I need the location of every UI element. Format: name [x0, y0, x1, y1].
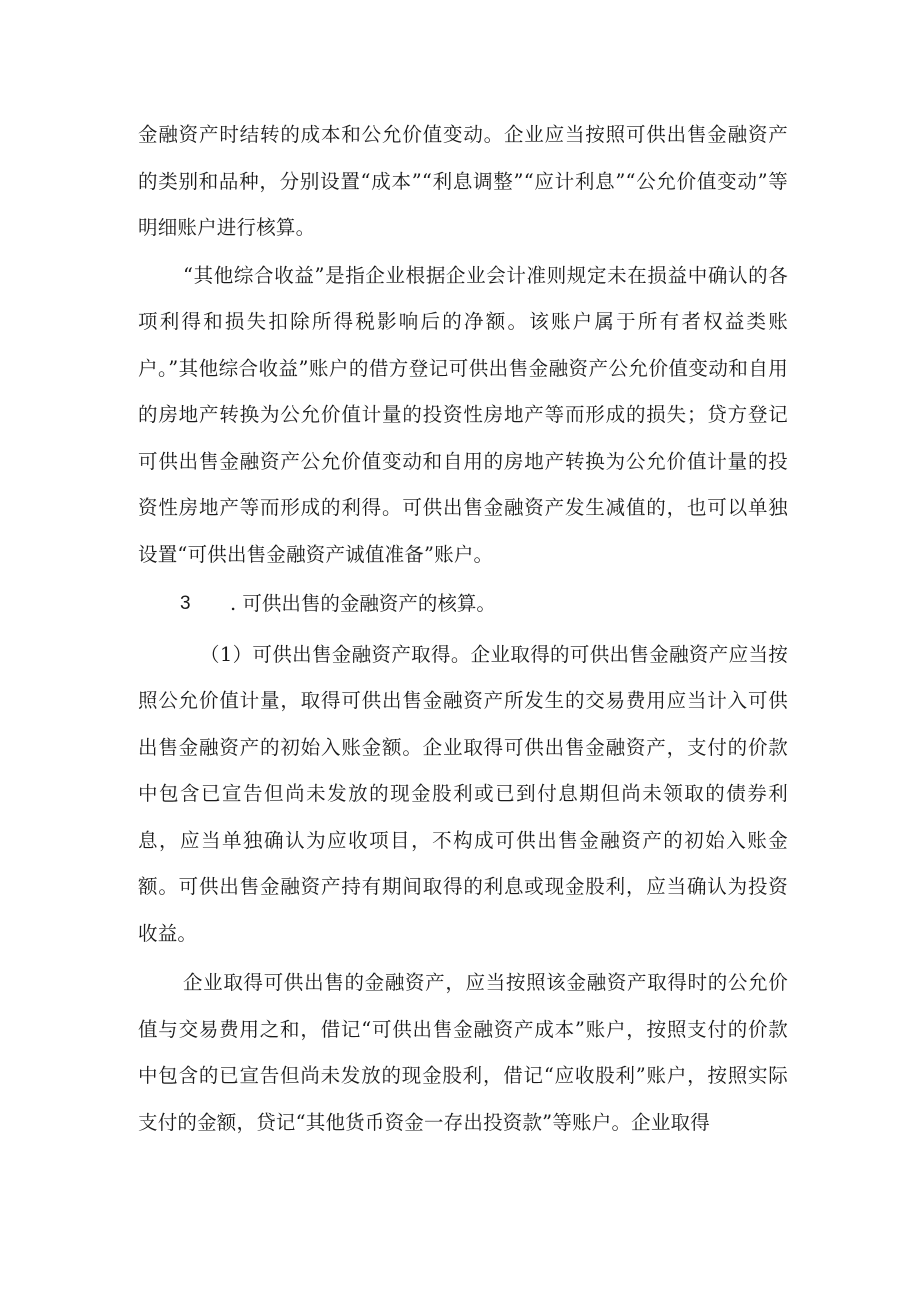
paragraph-other-comprehensive-income: “其他综合收益”是指企业根据企业会计准则规定未在损益中确认的各项利得和损失扣除所得税影响后的净额。该账户属于所有者权益类账户。”其他综合收益”账户的借方登记可供出售金融资产公允价值变动和自用的房地产转换为公允价值计量的投资性房地产等而形成的损失；贷方登记可供出售金融资产公允价值变动和自用的房地产转换为公允价值计量的投资性房地产等而形成的利得。可供出售金融资产发生减值的，也可以单独设置“可供出售金融资产诚值准备”账户。: [138, 263, 788, 566]
section-title: . 可供出售的金融资产的核算。: [230, 592, 496, 615]
paragraph-continued: 金融资产时结转的成本和公允价值变动。企业应当按照可供出售金融资产的类别和品种，分别设置“成本”“利息调整”“应计利息”“公允价值变动”等明细账户进行核算。: [138, 123, 788, 239]
section-heading: [138, 581, 788, 628]
document-body: [138, 112, 788, 1146]
section-number: 3: [180, 593, 191, 614]
paragraph-acquisition: （1）可供出售金融资产取得。企业取得的可供出售金融资产应当按照公允价值计量，取得可供出售金融资产所发生的交易费用应当计入可供出售金融资产的初始入账金额。企业取得可供出售金融资产，支付的价款中包含已宣告但尚未发放的现金股利或已到付息期但尚未领取的债券利息，应当单独确认为应收项目，不构成可供出售金融资产的初始入账金额。可供出售金融资产持有期间取得的利息或现金股利，应当确认为投资收益。: [138, 642, 788, 945]
paragraph-journal-entry: 企业取得可供出售的金融资产，应当按照该金融资产取得时的公允价值与交易费用之和，借记“可供出售金融资产成本”账户，按照支付的价款中包含的已宣告但尚未发放的现金股利，借记“应收股利”账户，按照实际支付的金额，贷记“其他货币资金一存出投资款”等账户。企业取得: [138, 971, 788, 1134]
